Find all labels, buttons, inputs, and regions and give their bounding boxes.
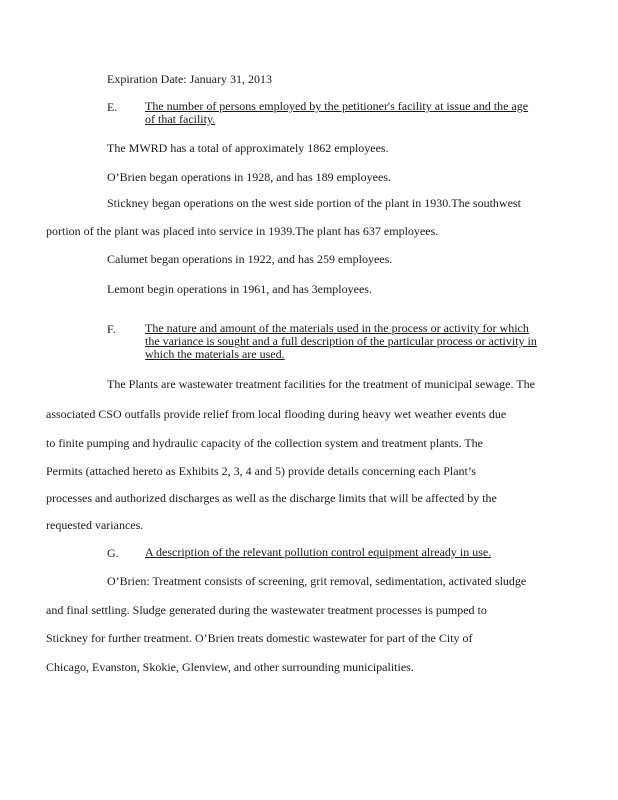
paragraph-line: Calumet began operations in 1922, and has 259 employees. bbox=[107, 252, 393, 266]
section-f-heading-line: which the materials are used. bbox=[145, 347, 285, 361]
section-f-heading-line: the variance is sought and a full description of the particular process or activity in bbox=[145, 334, 537, 348]
paragraph-line: associated CSO outfalls provide relief from local flooding during heavy wet weather events due bbox=[46, 407, 507, 421]
section-f-heading bbox=[145, 322, 537, 361]
expiration-date: Expiration Date: January 31, 2013 bbox=[107, 72, 272, 86]
paragraph-line: Stickney for further treatment. O’Brien treats domestic wastewater for part of the City of bbox=[46, 631, 473, 645]
paragraph-line: processes and authorized discharges as well as the discharge limits that will be affected by the bbox=[46, 491, 497, 505]
paragraph-line: The Plants are wastewater treatment facilities for the treatment of municipal sewage. The bbox=[107, 377, 535, 391]
section-g-heading: A description of the relevant pollution control equipment already in use. bbox=[145, 545, 492, 559]
paragraph-line: portion of the plant was placed into service in 1939.The plant has 637 employees. bbox=[46, 224, 439, 238]
paragraph-line: Chicago, Evanston, Skokie, Glenview, and other surrounding municipalities. bbox=[46, 660, 414, 674]
paragraph-line: Lemont begin operations in 1961, and has 3employees. bbox=[107, 282, 372, 296]
section-g-label: G. bbox=[107, 546, 119, 560]
section-e-heading bbox=[145, 100, 528, 126]
paragraph-line: and final settling. Sludge generated during the wastewater treatment processes is pumped to bbox=[46, 603, 487, 617]
section-e-label: E. bbox=[107, 100, 118, 114]
paragraph-line: Stickney began operations on the west side portion of the plant in 1930.The southwest bbox=[107, 196, 521, 210]
section-e-heading-line: The number of persons employed by the petitioner's facility at issue and the age bbox=[145, 99, 529, 113]
paragraph-line: Permits (attached hereto as Exhibits 2, 3, 4 and 5) provide details concerning each Plant’s bbox=[46, 464, 476, 478]
paragraph-line: O’Brien: Treatment consists of screening, grit removal, sedimentation, activated sludge bbox=[107, 574, 527, 588]
section-e-heading-line: of that facility. bbox=[145, 112, 216, 126]
paragraph-line: O’Brien began operations in 1928, and has 189 employees. bbox=[107, 170, 391, 184]
paragraph-line: The MWRD has a total of approximately 1862 employees. bbox=[107, 141, 389, 155]
section-f-heading-line: The nature and amount of the materials used in the process or activity for which bbox=[145, 321, 529, 335]
paragraph-line: to finite pumping and hydraulic capacity of the collection system and treatment plants. The bbox=[46, 436, 483, 450]
section-f-label: F. bbox=[107, 322, 116, 336]
paragraph-line: requested variances. bbox=[46, 518, 144, 532]
